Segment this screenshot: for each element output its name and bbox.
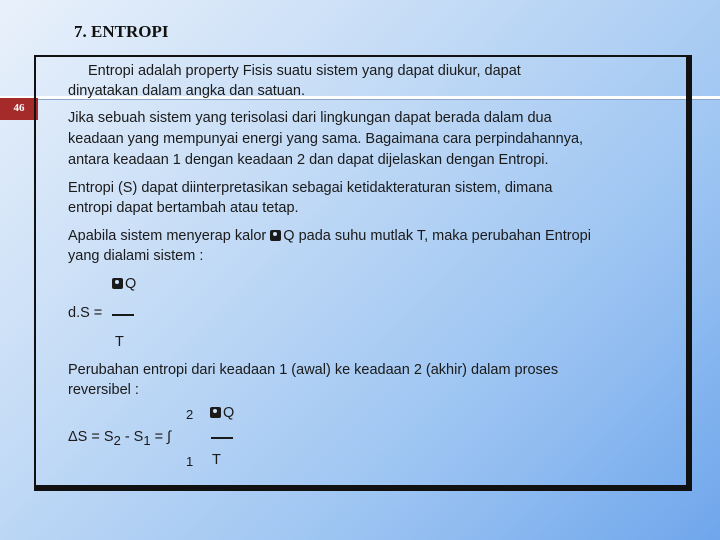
- paragraph-1-line-2: dinyatakan dalam angka dan satuan.: [68, 83, 306, 99]
- equation-1-lhs: d.S =: [68, 305, 103, 321]
- paragraph-3-line-2: entropi dapat bertambah atau tetap.: [68, 200, 299, 216]
- heat-delta-symbol-icon: [270, 230, 281, 241]
- paragraph-4-line-2: yang dialami sistem :: [68, 248, 204, 264]
- equation-1-numerator-text: Q: [125, 276, 137, 292]
- equation-1-numerator: [112, 274, 136, 295]
- heat-delta-symbol-icon: [112, 278, 123, 289]
- paragraph-5-line-1: Perubahan entropi dari keadaan 1 (awal) ke keadaan 2 (akhir) dalam proses: [68, 362, 559, 378]
- equation-1-fraction-bar: [112, 314, 134, 316]
- paragraph-5-line-2: reversibel :: [68, 382, 139, 398]
- paragraph-2-line-2: keadaan yang mempunyai energi yang sama. Bagaimana cara perpindahannya,: [68, 131, 584, 147]
- paragraph-2-line-1: Jika sebuah sistem yang terisolasi dari lingkungan dapat berada dalam dua: [68, 110, 552, 126]
- equation-2-numerator-text: Q: [223, 405, 235, 421]
- page-number-badge: 46: [0, 98, 38, 120]
- paragraph-4-text-a: Apabila sistem menyerap kalor: [68, 228, 271, 244]
- equation-2-lower-limit: 1: [186, 454, 194, 469]
- integral-sign: ∫: [167, 429, 172, 445]
- paragraph-1-line-1: Entropi adalah property Fisis suatu sistem yang dapat diukur, dapat: [88, 63, 521, 79]
- heat-delta-symbol-icon: [210, 407, 221, 418]
- equation-2-numerator: [210, 403, 234, 424]
- equation-2-denominator: T: [212, 452, 221, 468]
- equation-2-fraction-bar: [211, 437, 233, 439]
- equation-1-denominator: T: [115, 334, 124, 350]
- paragraph-2-line-3: antara keadaan 1 dengan keadaan 2 dan dapat dijelaskan dengan Entropi.: [68, 152, 549, 168]
- slide-title: 7. ENTROPI: [74, 22, 169, 41]
- paragraph-4-text-b: Q pada suhu mutlak T, maka perubahan Entropi: [283, 228, 591, 244]
- paragraph-4-line-1: [68, 226, 591, 247]
- equation-2-lhs: $\Delta S = S_2 - S_1$ = ∫: [68, 429, 172, 448]
- equation-2-upper-limit: 2: [186, 407, 194, 422]
- paragraph-3-line-1: Entropi (S) dapat diinterpretasikan sebagai ketidakteraturan sistem, dimana: [68, 180, 553, 196]
